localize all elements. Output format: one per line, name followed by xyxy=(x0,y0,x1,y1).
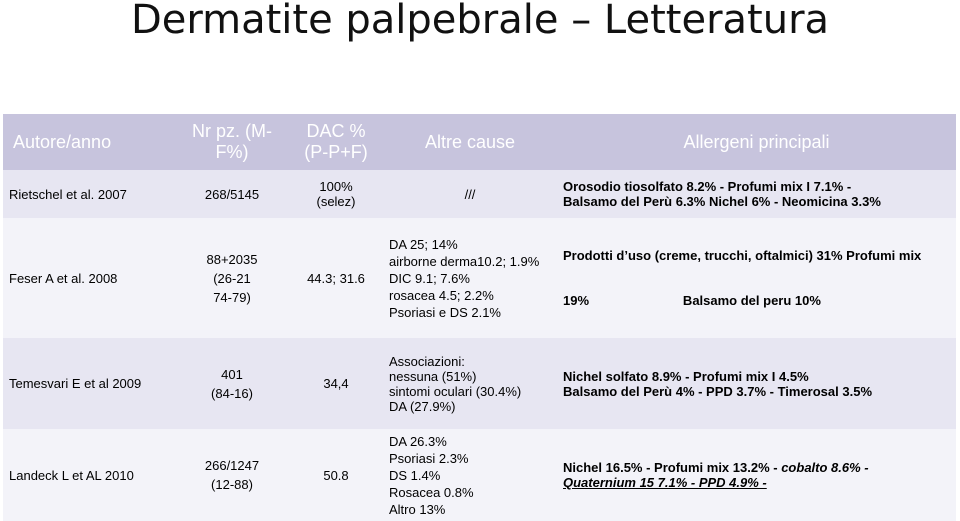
cell-allergens xyxy=(557,218,956,338)
allergen-text: Nichel 16.5% - Profumi mix 13.2% - xyxy=(563,460,782,475)
cell-other-causes xyxy=(383,170,557,218)
table-row xyxy=(3,429,956,521)
cell-line: 401 xyxy=(221,366,243,382)
cell-nr xyxy=(175,218,289,338)
cell-other-causes xyxy=(383,429,557,521)
cell-line: Nichel solfato 8.9% - Profumi mix I 4.5% xyxy=(563,368,809,384)
cell-dac xyxy=(289,170,383,218)
cell-nr xyxy=(175,170,289,218)
cell-line: Psoriasi e DS 2.1% xyxy=(389,304,501,320)
table-row xyxy=(3,338,956,429)
cell-author: Landeck L et AL 2010 xyxy=(3,429,175,521)
cell-line: DA (27.9%) xyxy=(389,398,456,414)
cell-line: 19% Balsamo del peru 10% xyxy=(563,293,821,308)
cell-allergens xyxy=(557,170,956,218)
header-dac: DAC % (P-P+F) xyxy=(289,114,383,170)
cell-author: Temesvari E et al 2009 xyxy=(3,338,175,429)
page-title: Dermatite palpebrale – Letteratura xyxy=(130,0,830,43)
cell-line: nessuna (51%) xyxy=(389,368,477,384)
cell-line: /// xyxy=(464,186,476,202)
header-allergens: Allergeni principali xyxy=(557,114,956,170)
cell-nr xyxy=(175,429,289,521)
cell-other-causes xyxy=(383,338,557,429)
cell-line: (12-88) xyxy=(211,477,253,492)
cell-allergens xyxy=(557,338,956,429)
cell-line: Prodotti d’uso (creme, trucchi, oftalmici) 31% Profumi mix xyxy=(563,248,922,263)
cell-line: 88+2035 xyxy=(206,251,258,267)
cell-line: 50.8 xyxy=(323,467,349,483)
cell-other-causes xyxy=(383,218,557,338)
header-nr: Nr pz. (M-F%) xyxy=(175,114,289,170)
cell-line: DA 25; 14% xyxy=(389,236,458,252)
cell-line: 44.3; 31.6 xyxy=(307,270,365,286)
allergen-text-italic: cobalto 8.6% - xyxy=(781,460,869,475)
cell-line: 34,4 xyxy=(323,376,349,391)
cell-line: Balsamo del Perù 4% - PPD 3.7% - Timerosal 3.5% xyxy=(563,383,872,399)
cell-line: 74-79) xyxy=(213,289,251,305)
cell-line: Orosodio tiosolfato 8.2% - Profumi mix I 7.1% - xyxy=(563,179,852,194)
cell-line: 268/5145 xyxy=(204,186,260,202)
cell-line: (selez) xyxy=(316,194,356,209)
header-author: Autore/anno xyxy=(3,114,175,170)
cell-line: Associazioni: xyxy=(389,353,465,369)
header-other-causes: Altre cause xyxy=(383,114,557,170)
cell-line: DIC 9.1; 7.6% xyxy=(389,270,470,286)
cell-line: DS 1.4% xyxy=(389,467,441,483)
table-row xyxy=(3,218,956,338)
cell-line: Altro 13% xyxy=(389,501,446,517)
literature-table xyxy=(3,114,956,521)
cell-line: 266/1247 xyxy=(204,458,260,473)
cell-author: Rietschel et al. 2007 xyxy=(3,170,175,218)
cell-dac xyxy=(289,429,383,521)
table-row xyxy=(3,170,956,218)
cell-nr xyxy=(175,338,289,429)
cell-line: airborne derma10.2; 1.9% xyxy=(389,253,540,269)
cell-dac xyxy=(289,218,383,338)
cell-line: rosacea 4.5; 2.2% xyxy=(389,287,494,303)
allergen-text-italic-underline: Quaternium 15 7.1% - PPD 4.9% - xyxy=(563,475,767,490)
cell-line: Balsamo del Perù 6.3% Nichel 6% - Neomicina 3.3% xyxy=(563,194,881,209)
table-header-row xyxy=(3,114,956,170)
cell-line: sintomi oculari (30.4%) xyxy=(389,383,522,399)
cell-line: (84-16) xyxy=(211,385,253,401)
cell-dac xyxy=(289,338,383,429)
cell-line: 100% xyxy=(319,179,353,194)
cell-line: Rosacea 0.8% xyxy=(389,484,474,500)
cell-author: Feser A et al. 2008 xyxy=(3,218,175,338)
cell-line: Psoriasi 2.3% xyxy=(389,450,469,466)
cell-allergens xyxy=(557,429,956,521)
cell-line: (26-21 xyxy=(213,270,251,286)
cell-line: DA 26.3% xyxy=(389,433,447,449)
cell-line xyxy=(563,460,950,475)
